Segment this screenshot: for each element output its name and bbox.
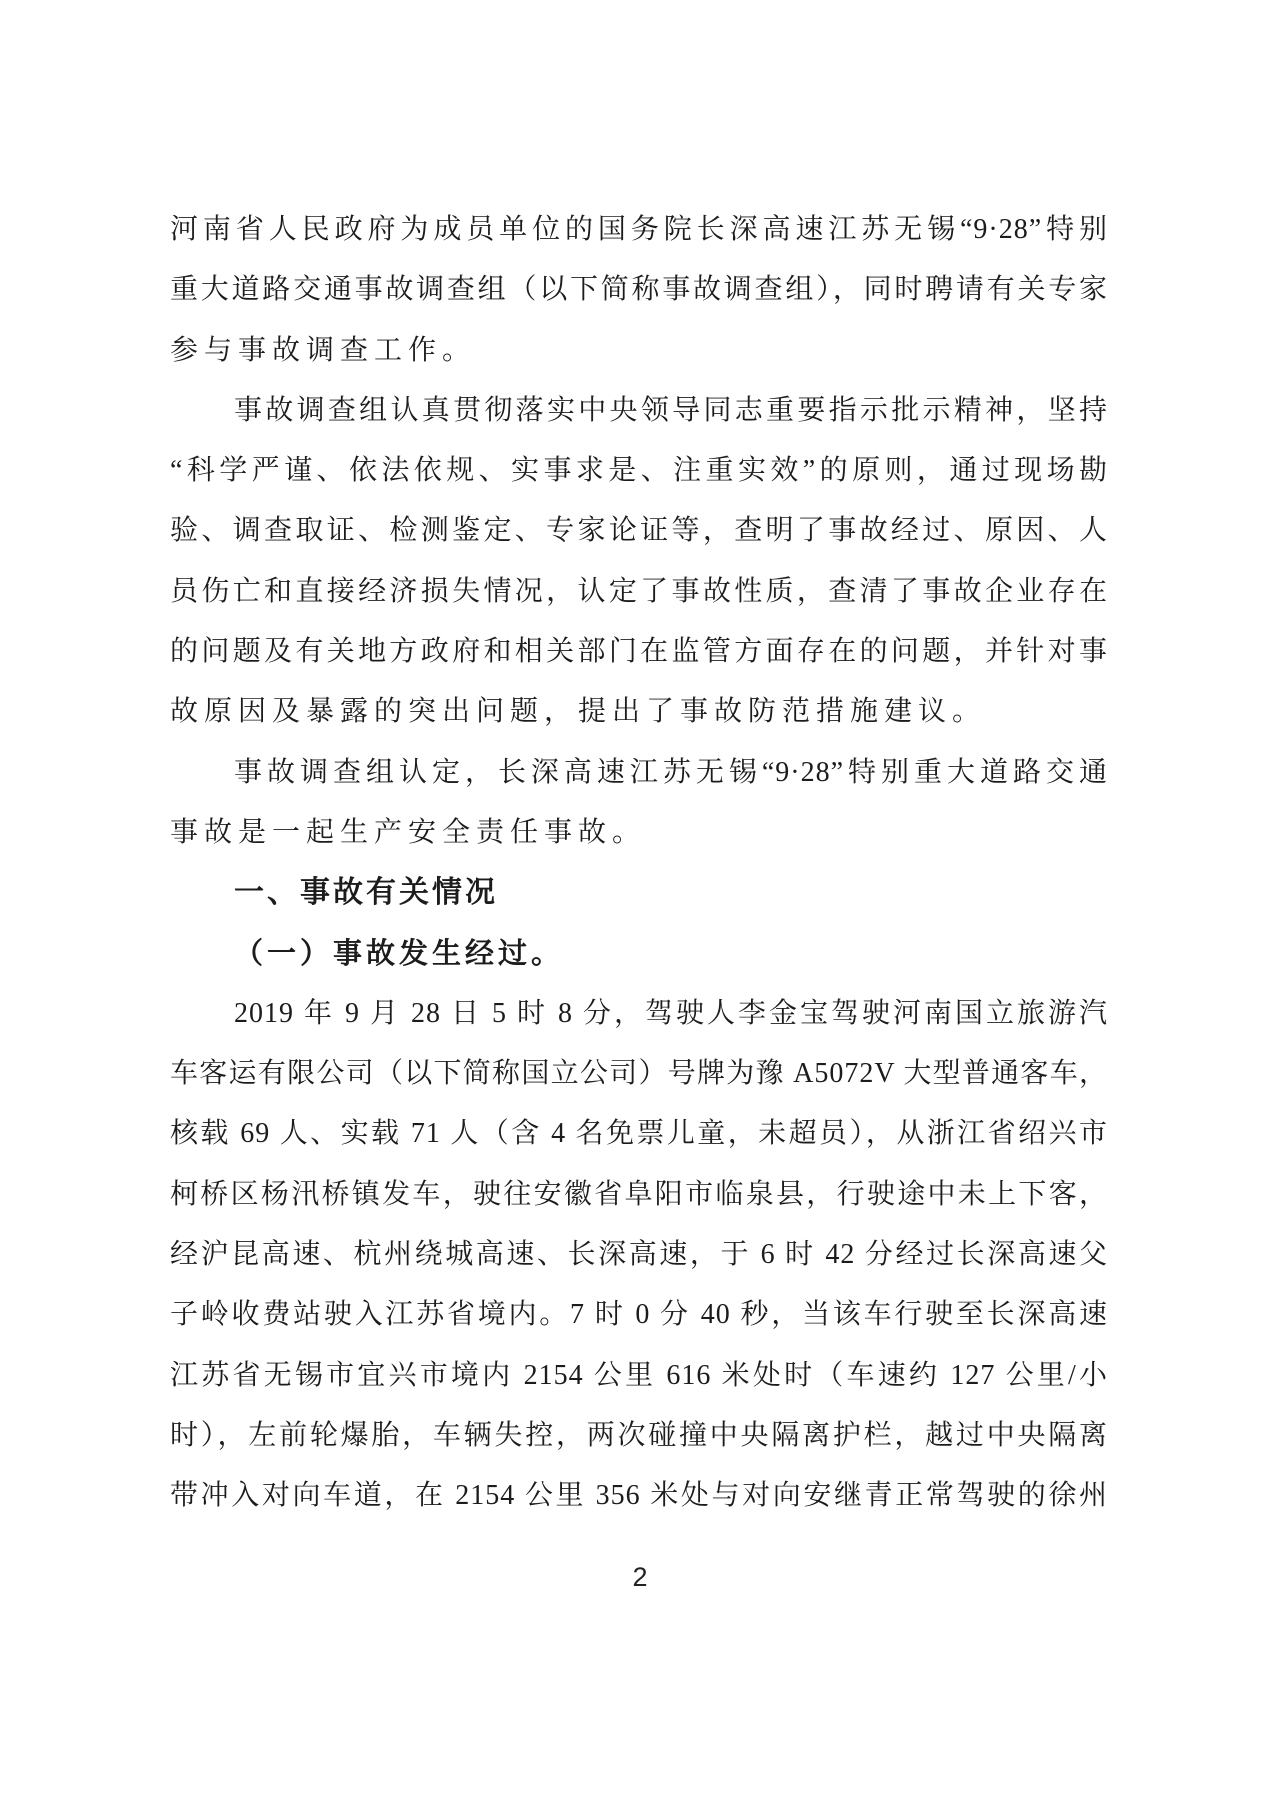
- document-line: 带冲入对向车道，在 2154 公里 356 米处与对向安继青正常驾驶的徐州: [170, 1480, 1108, 1512]
- document-line: 江苏省无锡市宜兴市境内 2154 公里 616 米处时（车速约 127 公里/小: [170, 1359, 1108, 1391]
- document-line: 柯桥区杨汛桥镇发车，驶往安徽省阜阳市临泉县，行驶途中未上下客，: [170, 1178, 1108, 1210]
- document-line: 2019 年 9 月 28 日 5 时 8 分，驾驶人李金宝驾驶河南国立旅游汽: [234, 997, 1108, 1029]
- document-line: 事故是一起生产安全责任事故。: [170, 816, 647, 848]
- document-line: “科学严谨、依法依规、实事求是、注重实效”的原则，通过现场勘: [170, 455, 1108, 487]
- document-line: 重大道路交通事故调查组（以下简称事故调查组），同时聘请有关专家: [170, 274, 1108, 306]
- document-line: 时），左前轮爆胎，车辆失控，两次碰撞中央隔离护栏，越过中央隔离: [170, 1419, 1108, 1451]
- document-line: 经沪昆高速、杭州绕城高速、长深高速，于 6 时 42 分经过长深高速父: [170, 1239, 1108, 1271]
- document-line: 河南省人民政府为成员单位的国务院长深高速江苏无锡“9·28”特别: [170, 214, 1108, 245]
- page-number: 2: [632, 1562, 648, 1592]
- document-line: 子岭收费站驶入江苏省境内。7 时 0 分 40 秒，当该车行驶至长深高速: [170, 1299, 1108, 1331]
- document-body: [170, 200, 1108, 1527]
- document-line: 核载 69 人、实载 71 人（含 4 名免票儿童，未超员），从浙江省绍兴市: [170, 1118, 1108, 1150]
- document-line: 故原因及暴露的突出问题，提出了事故防范措施建议。: [170, 696, 987, 728]
- document-line: 验、调查取证、检测鉴定、专家论证等，查明了事故经过、原因、人: [170, 515, 1108, 547]
- document-line: 车客运有限公司（以下简称国立公司）号牌为豫 A5072V 大型普通客车，: [170, 1058, 1108, 1090]
- document-line: 事故调查组认定，长深高速江苏无锡“9·28”特别重大道路交通: [234, 756, 1108, 788]
- subsection-heading: （一）事故发生经过。: [234, 937, 565, 970]
- document-line: 的问题及有关地方政府和相关部门在监管方面存在的问题，并针对事: [170, 636, 1108, 668]
- section-heading: 一、事故有关情况: [234, 876, 498, 910]
- document-line: 事故调查组认真贯彻落实中央领导同志重要指示批示精神，坚持: [234, 394, 1108, 426]
- document-line: 参与事故调查工作。: [170, 334, 477, 366]
- document-line: 员伤亡和直接经济损失情况，认定了事故性质，查清了事故企业存在: [170, 575, 1108, 607]
